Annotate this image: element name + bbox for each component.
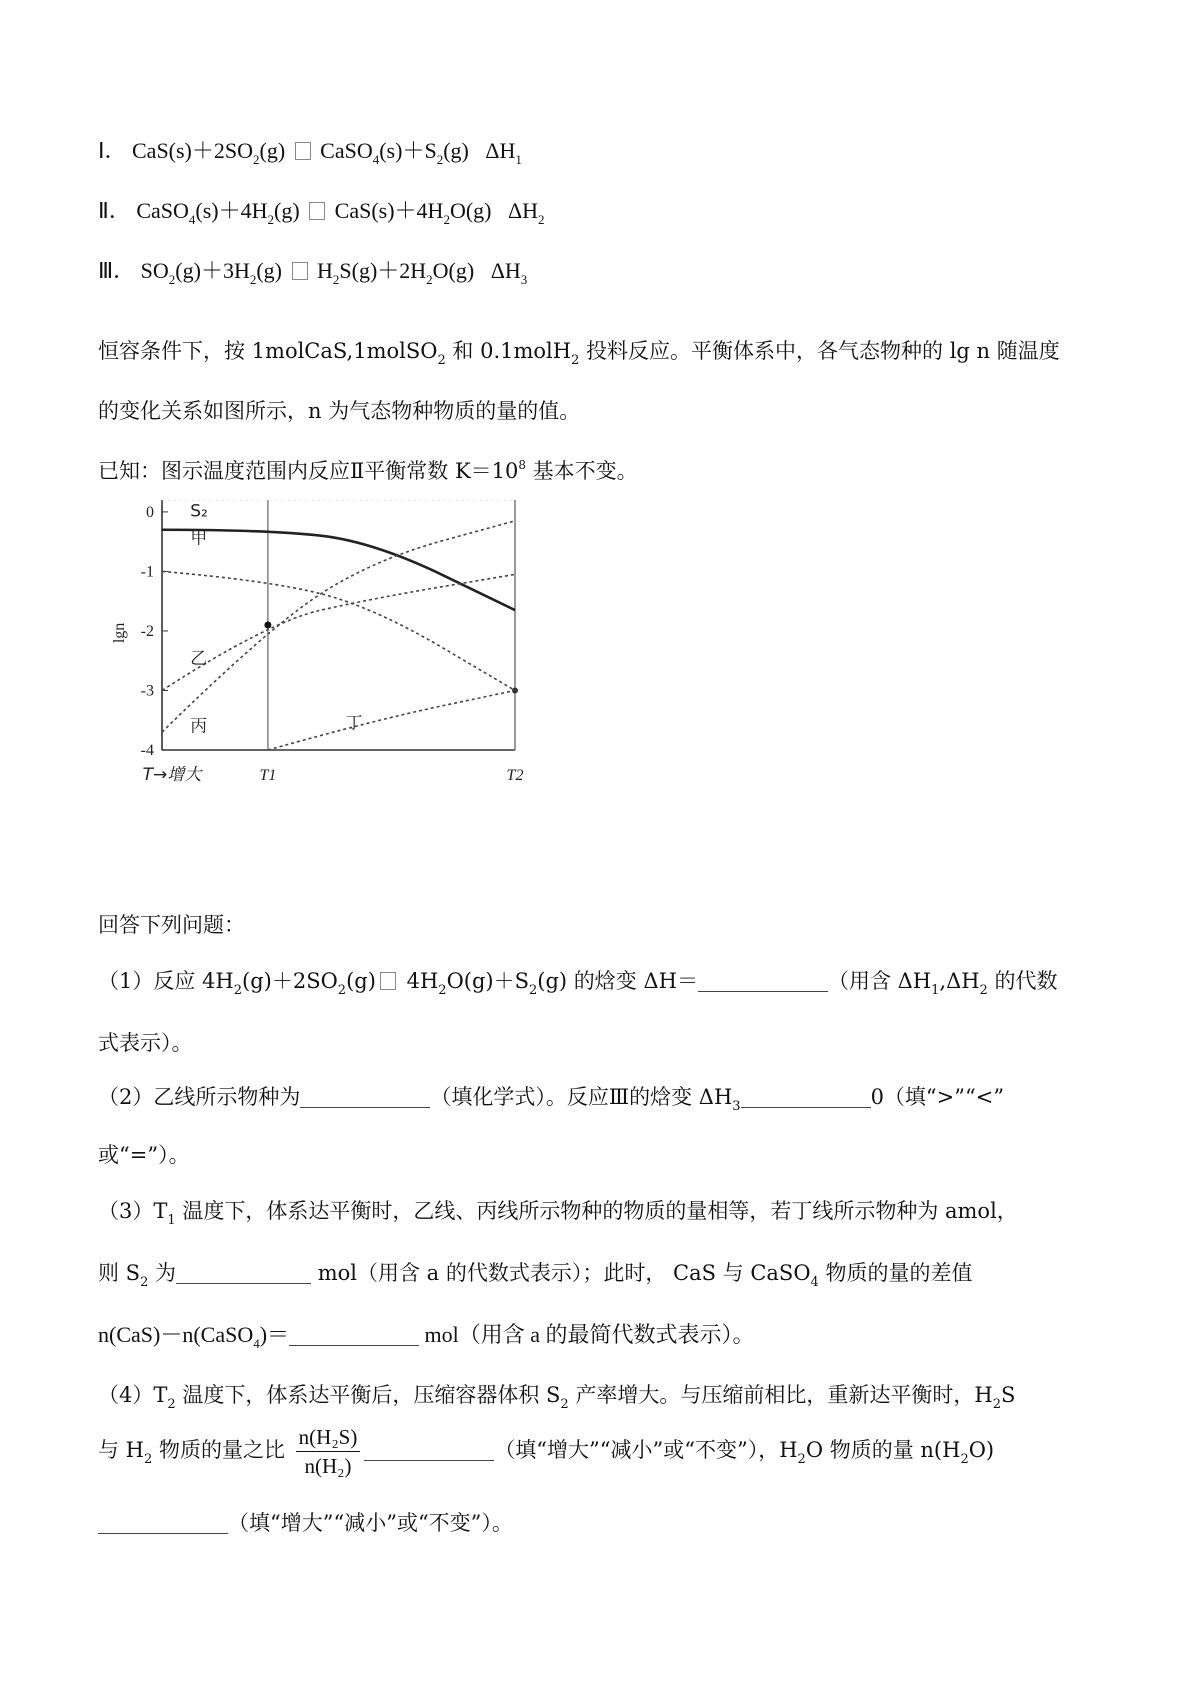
text: (g) [346,969,376,993]
reaction-2-rhs: CaS(s)＋4H [334,198,444,223]
sub: 2 [233,983,242,998]
text: O 物质的量 n(H [805,1438,961,1462]
t2-end-point [512,687,518,693]
reaction-3-rhs: H [317,258,333,283]
reaction-1-dh: ΔH [485,138,516,163]
intro-line-3 [98,450,638,486]
sub: 2 [140,1275,149,1290]
sub: 2 [797,1452,806,1467]
sub: 2 [960,1452,969,1467]
answer-blank-2b[interactable] [741,1085,871,1108]
series-line-乙 [162,574,515,690]
sub: 2 [168,272,176,287]
reaction-2 [98,196,545,235]
text: (g) [443,138,469,163]
y-tick-label: -1 [140,563,154,581]
answer-blank-3b[interactable] [289,1323,419,1346]
reaction-2-num: Ⅱ． [98,198,131,223]
chart-gridlines [162,500,268,750]
answer-blank-3a[interactable] [176,1261,311,1284]
question-3-line-1 [98,1196,1018,1236]
y-tick-label: 0 [146,503,154,521]
text: （1）反应 4H [98,969,234,993]
text: （填“增大”“减小”或“不变”），H [494,1438,798,1462]
equilibrium-arrow-icon [380,972,396,990]
sub: 4 [188,212,196,227]
sub: 2 [167,1397,176,1412]
text: (s)＋S [379,138,437,163]
text: O(g) [432,258,475,283]
text: （2）乙线所示物种为 [98,1085,301,1109]
sub: 2 [337,983,347,998]
text: 4H [399,969,439,993]
text: ,ΔH [939,969,980,993]
text: S(g)＋2H [339,258,427,283]
frac-denominator: n(H₂) [304,1454,352,1478]
lgn-vs-temperature-chart [110,500,580,860]
series-label-乙: 乙 [190,648,208,669]
answer-blank-4a[interactable] [364,1438,494,1461]
sup: 8 [518,458,526,472]
reaction-3-lhs: SO [140,258,169,283]
text: (g) [259,138,286,163]
equilibrium-arrow-icon [295,142,311,160]
sub: 4 [810,1275,819,1290]
chart-series [162,521,518,750]
answer-blank-1[interactable] [698,969,828,992]
y-tick-label: -3 [140,682,154,700]
series-label-丙: 丙 [190,716,208,737]
reaction-2-dh: ΔH [508,198,539,223]
sub: 2 [332,272,340,287]
text: （4）T [98,1383,168,1407]
sub: 4 [253,1336,260,1351]
text: （填化学式）。反应Ⅲ的焓变 ΔH [430,1085,733,1109]
reaction-1 [98,136,522,175]
question-4-line-3 [98,1508,513,1538]
text: 投料反应。平衡体系中，各气态物种的 lg n 随温度 [579,339,1060,363]
reaction-2-lhs: CaSO [136,198,189,223]
series-label-S₂: S₂ [190,501,208,522]
series-label-丁: 丁 [345,713,363,734]
text: (g)＋3H [175,258,250,283]
equilibrium-arrow-icon [309,202,325,220]
equilibrium-arrow-icon [292,262,308,280]
sub: 2 [571,353,580,368]
text: (s)＋4H [195,198,268,223]
answer-blank-2a[interactable] [300,1085,430,1108]
text: mol（用含 a 的最简代数式表示）。 [419,1322,755,1347]
series-line-甲 [162,571,515,690]
question-1-line-2: 式表示）。 [98,1031,193,1055]
answer-blank-4b[interactable] [98,1511,228,1534]
intro-line-2: 的变化关系如图所示，n 为气态物种物质的量的值。 [98,399,581,423]
sub: 1 [515,152,522,167]
chart-labels [111,502,523,785]
text: (g) [256,258,282,283]
sub: 3 [732,1099,741,1114]
text: (g)＋2SO [242,969,338,993]
reaction-3-dh: ΔH [490,258,521,283]
sub: 2 [443,212,450,227]
series-line-S₂ [162,530,515,610]
text: 温度下，体系达平衡后，压缩容器体积 S [175,1383,561,1407]
text: S [1000,1383,1016,1407]
text: 为 [148,1261,177,1285]
sub: 2 [253,152,260,167]
question-2-line-1 [98,1082,1004,1122]
reaction-3 [98,256,527,295]
series-line-丙 [162,521,515,732]
text: 温度下，体系达平衡时，乙线、丙线所示物种的物质的量相等，若丁线所示物种为 amol， [175,1199,1018,1223]
sub: 2 [979,983,988,998]
text: 已知：图示温度范围内反应Ⅱ平衡常数 K＝10 [98,459,519,483]
sub: 2 [249,272,257,287]
sub: 2 [267,212,275,227]
text: 0（填“>”“<” [870,1085,1005,1109]
reaction-3-num: Ⅲ． [98,258,136,283]
sub: 2 [529,983,538,998]
question-3-line-3 [98,1320,755,1359]
question-2-line-2: 或“=”）。 [98,1143,190,1167]
text: O(g)＋S [446,969,529,993]
text: 与 H [98,1438,144,1462]
x-tick-t2: T2 [506,767,524,784]
sub: 2 [144,1452,153,1467]
ratio-fraction [296,1423,361,1480]
sub: 2 [438,983,447,998]
text: O(g) [449,198,492,223]
text: (g) 的焓变 ΔH＝ [537,969,698,993]
text: 恒容条件下，按 1molCaS,1molSO [98,339,438,363]
text: （3）T [98,1199,168,1223]
sub: 2 [437,353,446,368]
frac-numerator: n(H₂S) [296,1423,361,1452]
text: (g) [274,198,300,223]
question-1-line-1 [98,966,1058,1006]
t1-intersection-point [264,622,271,629]
question-3-line-2 [98,1258,973,1298]
text: （用含 ΔH [827,969,932,993]
sub: 2 [436,152,444,167]
question-4-line-1 [98,1380,1015,1420]
text: O) [968,1438,995,1462]
y-tick-label: -2 [140,622,154,640]
sub: 1 [167,1213,176,1228]
sub: 3 [520,272,528,287]
series-label-甲: 甲 [190,528,208,549]
reaction-1-lhs: CaS(s)＋2SO [132,138,254,163]
reaction-1-rhs: CaSO [320,138,373,163]
sub: 1 [931,983,940,998]
text: 和 0.1molH [445,339,572,363]
y-axis-label: lgn [111,622,128,644]
text: 的代数 [987,969,1058,993]
series-line-丁 [268,690,515,750]
sub: 2 [992,1397,1001,1412]
text: 产率增大。与压缩前相比，重新达平衡时，H [568,1383,993,1407]
text: n(CaS)－n(CaSO [98,1322,254,1347]
text: )＝ [259,1322,290,1347]
x-tick-t1: T1 [259,767,277,784]
text: 基本不变。 [526,459,638,483]
question-4-line-2 [98,1418,994,1492]
sub: 2 [426,272,433,287]
sub: 2 [560,1397,569,1412]
text: 物质的量的差值 [818,1261,973,1285]
sub: 4 [372,152,380,167]
x-axis-label: T→增大 [142,765,202,785]
text: 物质的量之比 [152,1438,285,1462]
y-tick-label: -4 [140,742,154,759]
intro-line-1 [98,336,1060,376]
reaction-1-num: Ⅰ． [98,138,127,163]
text: mol（用含 a 的代数式表示）；此时， CaS 与 CaSO [311,1261,811,1285]
sub: 2 [538,212,545,227]
text: （填“增大”“减小”或“不变”）。 [228,1511,513,1535]
text: 则 S [98,1261,141,1285]
questions-lead: 回答下列问题： [98,913,245,937]
